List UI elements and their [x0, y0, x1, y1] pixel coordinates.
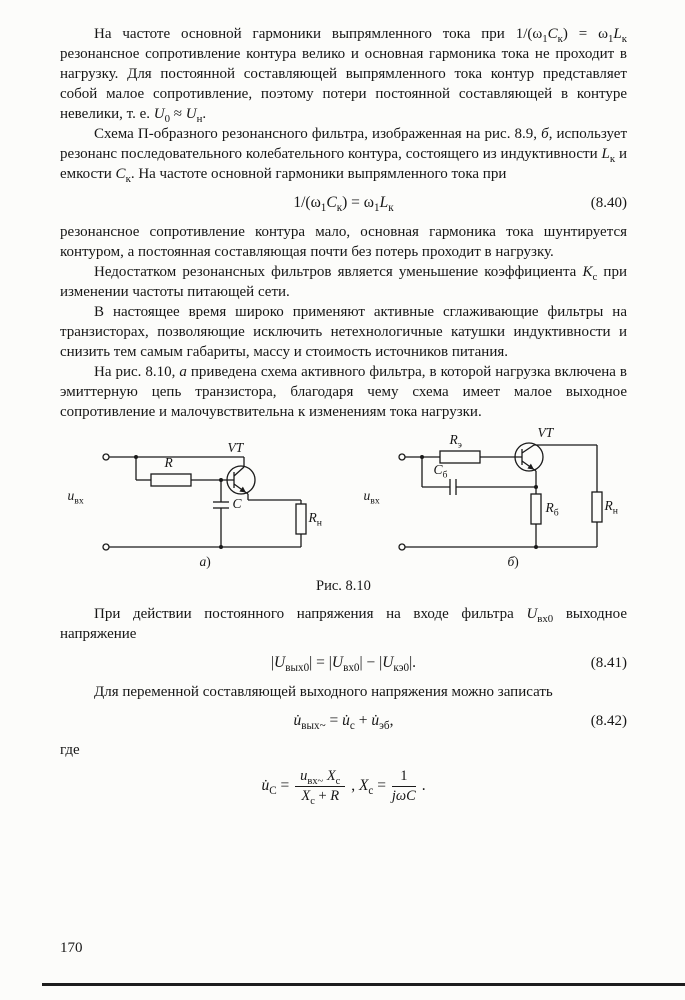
circuit-b-schematic [362, 432, 622, 572]
paragraph-2: Схема П-образного резонансного фильтра, изображенная на рис. 8.9, б, использует резонанс последовательного колебательного контура, состоящего из индуктивности $L_к$ и емкости $C_к$. На частоте основной гармоники выпрямленного тока при [60, 126, 627, 185]
page-content [60, 24, 627, 805]
paragraph-4: Недостатком резонансных фильтров является уменьшение коэффициента $K_с$ при изменении частоты питающей сети. [60, 264, 627, 300]
input-voltage-label: $u_{вх}$ [363, 488, 380, 507]
subfigure-label-b: б) [507, 554, 519, 569]
where-label: где [60, 742, 80, 758]
fraction-denominator: $X_c + R$ [301, 788, 340, 807]
load-label-rn: $R_н$ [308, 510, 322, 529]
paragraph-8: Для переменной составляющей выходного напряжения можно записать [94, 684, 553, 700]
equation-8-40 [60, 193, 627, 213]
equation-number: (8.42) [590, 713, 627, 729]
fraction-denominator: jωC [391, 788, 416, 804]
circuit-diagram-b [362, 425, 622, 572]
equation-body: $u̇_{вых\sim}$ = $u̇_c$ + $u̇_{эб}$, [293, 712, 394, 733]
equation-body: $1/(\omega_1C_к) = \omega_1L_к$ [293, 194, 394, 215]
equation-mid: , $X_c$ = [347, 777, 390, 798]
fraction-numerator: 1 [392, 768, 416, 787]
transistor-label-vt: VT [537, 425, 554, 440]
circuit-diagram-a [66, 432, 326, 572]
equation-body: $|U_{вых0}| = |U_{вх0}| - |U_{кэ0}|$. [270, 654, 417, 675]
bottom-edge-line [42, 983, 685, 986]
figure-8-10 [60, 425, 627, 596]
resistor-label-re: $R_э$ [449, 432, 462, 451]
page-number: 170 [60, 940, 83, 956]
fraction-numerator: $u_{вх\sim}$ $X_c$ [295, 768, 345, 787]
equation-number: (8.41) [590, 655, 627, 671]
fraction-1 [295, 768, 345, 805]
equation-number: (8.40) [590, 195, 627, 211]
figure-caption: Рис. 8.10 [316, 578, 371, 594]
circuit-diagrams-row [60, 425, 627, 572]
subfigure-label-a: а) [199, 554, 211, 569]
equation-end: . [417, 777, 426, 795]
equation-lhs: $u̇_C$ = [261, 777, 294, 798]
paragraph-7: При действии постоянного напряжения на входе фильтра $U_{вх0}$ выходное напряжение [60, 606, 627, 642]
resistor-label-r: R [164, 455, 173, 470]
input-voltage-label: $u_{вх}$ [67, 488, 84, 507]
paragraph-3: резонансное сопротивление контура мало, основная гармоника тока шунтируется контуром, а постоянная составляющая почти без потерь проходит в нагрузку. [60, 224, 627, 260]
paragraph-5: В настоящее время широко применяют активные сглаживающие фильтры на транзисторах, позволяющие исключить нетехнологичные катушки индуктивности и снизить тем самым габариты, массу и стоимость источников питания. [60, 304, 627, 360]
load-label-rn: $R_н$ [604, 498, 618, 517]
paragraph-1: На частоте основной гармоники выпрямленного тока при $1/(\omega_1C_к) = \omega_1L_к$ резонансное сопротивление контура велико и основная гармоника тока не проходит в нагрузку. Для постоянной составляющей выпрямленного тока контур представляет собой малое сопротивление, поэтому потери постоянной составляющей в контуре невелики, т. е. $U_0 \approx U_н$. [60, 26, 627, 125]
resistor-label-rb: $R_б$ [545, 500, 559, 519]
paragraph-6: На рис. 8.10, а приведена схема активного фильтра, в которой нагрузка включена в эмиттерную цепь транзистора, благодаря чему схема имеет малое выходное сопротивление и малочувствительна к изменениям тока нагрузки. [60, 364, 627, 420]
equation-8-41 [60, 653, 627, 673]
capacitor-label-c: C [232, 496, 242, 511]
transistor-label-vt: VT [227, 440, 244, 455]
equation-unnumbered [60, 768, 627, 805]
capacitor-label-cb: $C_б$ [433, 462, 448, 481]
circuit-a-schematic [66, 432, 326, 572]
equation-8-42 [60, 711, 627, 731]
fraction-2 [392, 768, 416, 805]
